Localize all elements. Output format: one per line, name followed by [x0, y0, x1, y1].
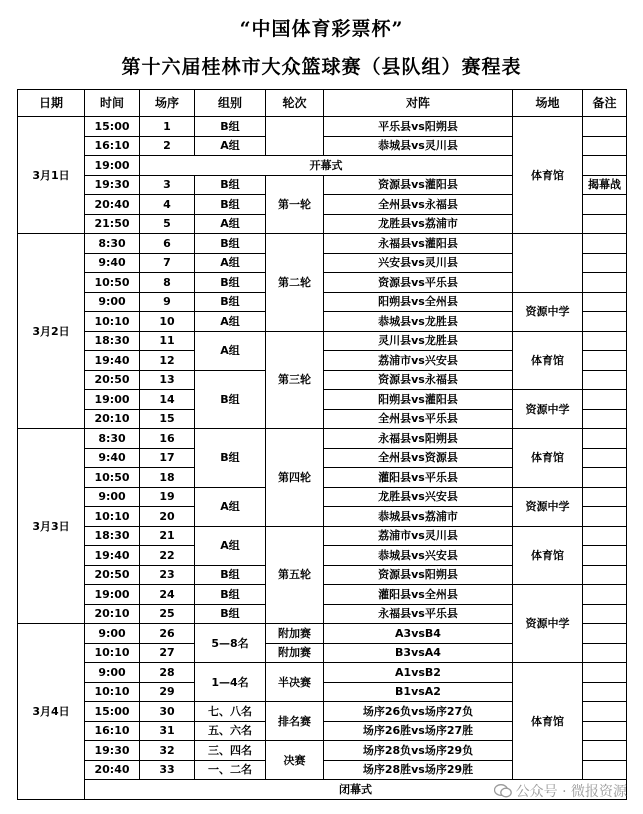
match-cell: 灌阳县vs全州县 — [324, 585, 513, 605]
seq-cell: 5 — [140, 214, 195, 234]
note-cell — [583, 351, 627, 371]
group-cell: A组 — [195, 487, 266, 526]
match-cell: 恭城县vs灵川县 — [324, 136, 513, 156]
note-cell — [583, 507, 627, 527]
match-cell: 全州县vs资源县 — [324, 448, 513, 468]
group-cell: B组 — [195, 565, 266, 585]
time-cell: 19:40 — [85, 546, 140, 566]
seq-cell: 31 — [140, 721, 195, 741]
closing-ceremony-cell: 闭幕式 — [85, 780, 627, 800]
note-cell — [583, 136, 627, 156]
match-cell: 灵川县vs龙胜县 — [324, 331, 513, 351]
seq-cell: 33 — [140, 760, 195, 780]
table-row — [18, 234, 627, 254]
time-cell: 8:30 — [85, 429, 140, 449]
seq-cell: 13 — [140, 370, 195, 390]
time-cell: 21:50 — [85, 214, 140, 234]
round-cell: 第三轮 — [266, 331, 324, 429]
group-cell: B组 — [195, 117, 266, 137]
note-cell — [583, 487, 627, 507]
note-cell — [583, 390, 627, 410]
note-cell: 揭幕战 — [583, 175, 627, 195]
venue-cell: 体育馆 — [513, 526, 583, 585]
match-cell: A3vsB4 — [324, 624, 513, 644]
seq-cell: 22 — [140, 546, 195, 566]
header-row — [18, 90, 627, 117]
header-group: 组别 — [195, 90, 266, 117]
seq-cell: 14 — [140, 390, 195, 410]
note-cell — [583, 546, 627, 566]
time-cell: 16:10 — [85, 136, 140, 156]
time-cell: 9:40 — [85, 253, 140, 273]
note-cell — [583, 526, 627, 546]
venue-cell: 体育馆 — [513, 117, 583, 234]
note-cell — [583, 643, 627, 663]
group-cell: 5—8名 — [195, 624, 266, 663]
note-cell — [583, 429, 627, 449]
match-cell: 场序26胜vs场序27胜 — [324, 721, 513, 741]
time-cell: 19:40 — [85, 351, 140, 371]
table-row — [18, 331, 627, 351]
note-cell — [583, 117, 627, 137]
match-cell: 永福县vs阳朔县 — [324, 429, 513, 449]
time-cell: 10:50 — [85, 273, 140, 293]
header-round: 轮次 — [266, 90, 324, 117]
round-cell: 第一轮 — [266, 175, 324, 234]
venue-cell — [513, 234, 583, 293]
group-cell: B组 — [195, 429, 266, 488]
seq-cell: 18 — [140, 468, 195, 488]
round-cell: 第四轮 — [266, 429, 324, 527]
seq-cell: 12 — [140, 351, 195, 371]
note-cell — [583, 448, 627, 468]
time-cell: 19:00 — [85, 390, 140, 410]
note-cell — [583, 370, 627, 390]
seq-cell: 6 — [140, 234, 195, 254]
seq-cell: 10 — [140, 312, 195, 332]
round-cell: 排名赛 — [266, 702, 324, 741]
table-row — [18, 429, 627, 449]
match-cell: 阳朔县vs全州县 — [324, 292, 513, 312]
group-cell: A组 — [195, 136, 266, 156]
note-cell — [583, 604, 627, 624]
match-cell: B3vsA4 — [324, 643, 513, 663]
venue-cell: 资源中学 — [513, 487, 583, 526]
match-cell: 灌阳县vs平乐县 — [324, 468, 513, 488]
note-cell — [583, 760, 627, 780]
opening-ceremony-cell: 开幕式 — [140, 156, 513, 176]
seq-cell: 20 — [140, 507, 195, 527]
page-title-line2: 第十六届桂林市大众篮球赛（县队组）赛程表 — [121, 56, 522, 78]
seq-cell: 25 — [140, 604, 195, 624]
header-match: 对阵 — [324, 90, 513, 117]
match-cell: 场序28胜vs场序29胜 — [324, 760, 513, 780]
match-cell: 场序26负vs场序27负 — [324, 702, 513, 722]
venue-cell: 体育馆 — [513, 663, 583, 780]
note-cell — [583, 663, 627, 683]
match-cell: 全州县vs永福县 — [324, 195, 513, 215]
group-cell: 五、六名 — [195, 721, 266, 741]
seq-cell: 3 — [140, 175, 195, 195]
date-cell: 3月4日 — [18, 624, 85, 800]
note-cell — [583, 741, 627, 761]
match-cell: 资源县vs灌阳县 — [324, 175, 513, 195]
match-cell: 恭城县vs龙胜县 — [324, 312, 513, 332]
venue-cell: 资源中学 — [513, 585, 583, 663]
date-cell: 3月2日 — [18, 234, 85, 429]
round-cell: 第二轮 — [266, 234, 324, 332]
time-cell: 20:50 — [85, 370, 140, 390]
table-row — [18, 117, 627, 137]
note-cell — [583, 565, 627, 585]
time-cell: 19:00 — [85, 156, 140, 176]
group-cell: A组 — [195, 331, 266, 370]
date-cell: 3月1日 — [18, 117, 85, 234]
time-cell: 9:00 — [85, 292, 140, 312]
header-venue: 场地 — [513, 90, 583, 117]
time-cell: 20:40 — [85, 760, 140, 780]
watermark-text: 公众号 · 微报资源 — [515, 784, 627, 800]
group-cell: B组 — [195, 585, 266, 605]
header-seq: 场序 — [140, 90, 195, 117]
time-cell: 15:00 — [85, 117, 140, 137]
group-cell: B组 — [195, 292, 266, 312]
header-date: 日期 — [18, 90, 85, 117]
time-cell: 20:50 — [85, 565, 140, 585]
group-cell: 1—4名 — [195, 663, 266, 702]
time-cell: 20:10 — [85, 604, 140, 624]
table-row — [18, 663, 627, 683]
time-cell: 9:40 — [85, 448, 140, 468]
match-cell: B1vsA2 — [324, 682, 513, 702]
note-cell — [583, 214, 627, 234]
seq-cell: 16 — [140, 429, 195, 449]
round-cell: 第五轮 — [266, 526, 324, 624]
seq-cell: 4 — [140, 195, 195, 215]
note-cell — [583, 468, 627, 488]
note-cell — [583, 156, 627, 176]
seq-cell: 8 — [140, 273, 195, 293]
match-cell: 资源县vs平乐县 — [324, 273, 513, 293]
seq-cell: 30 — [140, 702, 195, 722]
time-cell: 19:00 — [85, 585, 140, 605]
round-cell: 附加赛 — [266, 624, 324, 644]
seq-cell: 28 — [140, 663, 195, 683]
seq-cell: 15 — [140, 409, 195, 429]
time-cell: 19:30 — [85, 741, 140, 761]
wechat-icon — [494, 784, 512, 798]
time-cell: 19:30 — [85, 175, 140, 195]
note-cell — [583, 409, 627, 429]
venue-cell: 资源中学 — [513, 292, 583, 331]
date-cell: 3月3日 — [18, 429, 85, 624]
note-cell — [583, 253, 627, 273]
note-cell — [583, 721, 627, 741]
match-cell: 资源县vs永福县 — [324, 370, 513, 390]
match-cell: 恭城县vs兴安县 — [324, 546, 513, 566]
note-cell — [583, 292, 627, 312]
match-cell: 荔浦市vs灵川县 — [324, 526, 513, 546]
seq-cell: 27 — [140, 643, 195, 663]
time-cell: 10:10 — [85, 682, 140, 702]
seq-cell: 2 — [140, 136, 195, 156]
seq-cell: 23 — [140, 565, 195, 585]
match-cell: 兴安县vs灵川县 — [324, 253, 513, 273]
time-cell: 20:40 — [85, 195, 140, 215]
note-cell — [583, 312, 627, 332]
time-cell: 10:10 — [85, 507, 140, 527]
schedule-table — [17, 89, 627, 800]
time-cell: 18:30 — [85, 526, 140, 546]
venue-cell: 体育馆 — [513, 331, 583, 390]
group-cell: A组 — [195, 312, 266, 332]
time-cell: 10:10 — [85, 643, 140, 663]
seq-cell: 11 — [140, 331, 195, 351]
note-cell — [583, 682, 627, 702]
seq-cell: 26 — [140, 624, 195, 644]
group-cell: 三、四名 — [195, 741, 266, 761]
table-row — [18, 526, 627, 546]
match-cell: 龙胜县vs兴安县 — [324, 487, 513, 507]
note-cell — [583, 702, 627, 722]
group-cell: A组 — [195, 253, 266, 273]
seq-cell: 17 — [140, 448, 195, 468]
round-cell: 决赛 — [266, 741, 324, 780]
seq-cell: 7 — [140, 253, 195, 273]
time-cell: 10:10 — [85, 312, 140, 332]
round-cell — [266, 117, 324, 156]
time-cell: 15:00 — [85, 702, 140, 722]
group-cell: B组 — [195, 273, 266, 293]
venue-cell: 资源中学 — [513, 390, 583, 429]
seq-cell: 19 — [140, 487, 195, 507]
time-cell: 9:00 — [85, 487, 140, 507]
note-cell — [583, 585, 627, 605]
group-cell: 一、二名 — [195, 760, 266, 780]
note-cell — [583, 624, 627, 644]
note-cell — [583, 331, 627, 351]
watermark — [494, 781, 627, 801]
match-cell: 荔浦市vs兴安县 — [324, 351, 513, 371]
note-cell — [583, 234, 627, 254]
time-cell: 8:30 — [85, 234, 140, 254]
group-cell: B组 — [195, 370, 266, 429]
note-cell — [583, 273, 627, 293]
header-time: 时间 — [85, 90, 140, 117]
venue-cell: 体育馆 — [513, 429, 583, 488]
group-cell: B组 — [195, 175, 266, 195]
match-cell: A1vsB2 — [324, 663, 513, 683]
match-cell: 永福县vs灌阳县 — [324, 234, 513, 254]
group-cell: B组 — [195, 234, 266, 254]
match-cell: 场序28负vs场序29负 — [324, 741, 513, 761]
time-cell: 20:10 — [85, 409, 140, 429]
time-cell: 9:00 — [85, 624, 140, 644]
match-cell: 全州县vs平乐县 — [324, 409, 513, 429]
group-cell: A组 — [195, 526, 266, 565]
match-cell: 恭城县vs荔浦市 — [324, 507, 513, 527]
group-cell: B组 — [195, 604, 266, 624]
seq-cell: 21 — [140, 526, 195, 546]
seq-cell: 24 — [140, 585, 195, 605]
group-cell: A组 — [195, 214, 266, 234]
seq-cell: 9 — [140, 292, 195, 312]
note-cell — [583, 195, 627, 215]
match-cell: 平乐县vs阳朔县 — [324, 117, 513, 137]
match-cell: 资源县vs阳朔县 — [324, 565, 513, 585]
round-cell: 附加赛 — [266, 643, 324, 663]
seq-cell: 32 — [140, 741, 195, 761]
match-cell: 龙胜县vs荔浦市 — [324, 214, 513, 234]
page-title-line1: “中国体育彩票杯” — [239, 18, 404, 40]
group-cell: 七、八名 — [195, 702, 266, 722]
group-cell: B组 — [195, 195, 266, 215]
match-cell: 永福县vs平乐县 — [324, 604, 513, 624]
seq-cell: 29 — [140, 682, 195, 702]
match-cell: 阳朔县vs灌阳县 — [324, 390, 513, 410]
time-cell: 10:50 — [85, 468, 140, 488]
seq-cell: 1 — [140, 117, 195, 137]
time-cell: 18:30 — [85, 331, 140, 351]
time-cell: 9:00 — [85, 663, 140, 683]
header-note: 备注 — [583, 90, 627, 117]
time-cell: 16:10 — [85, 721, 140, 741]
round-cell: 半决赛 — [266, 663, 324, 702]
